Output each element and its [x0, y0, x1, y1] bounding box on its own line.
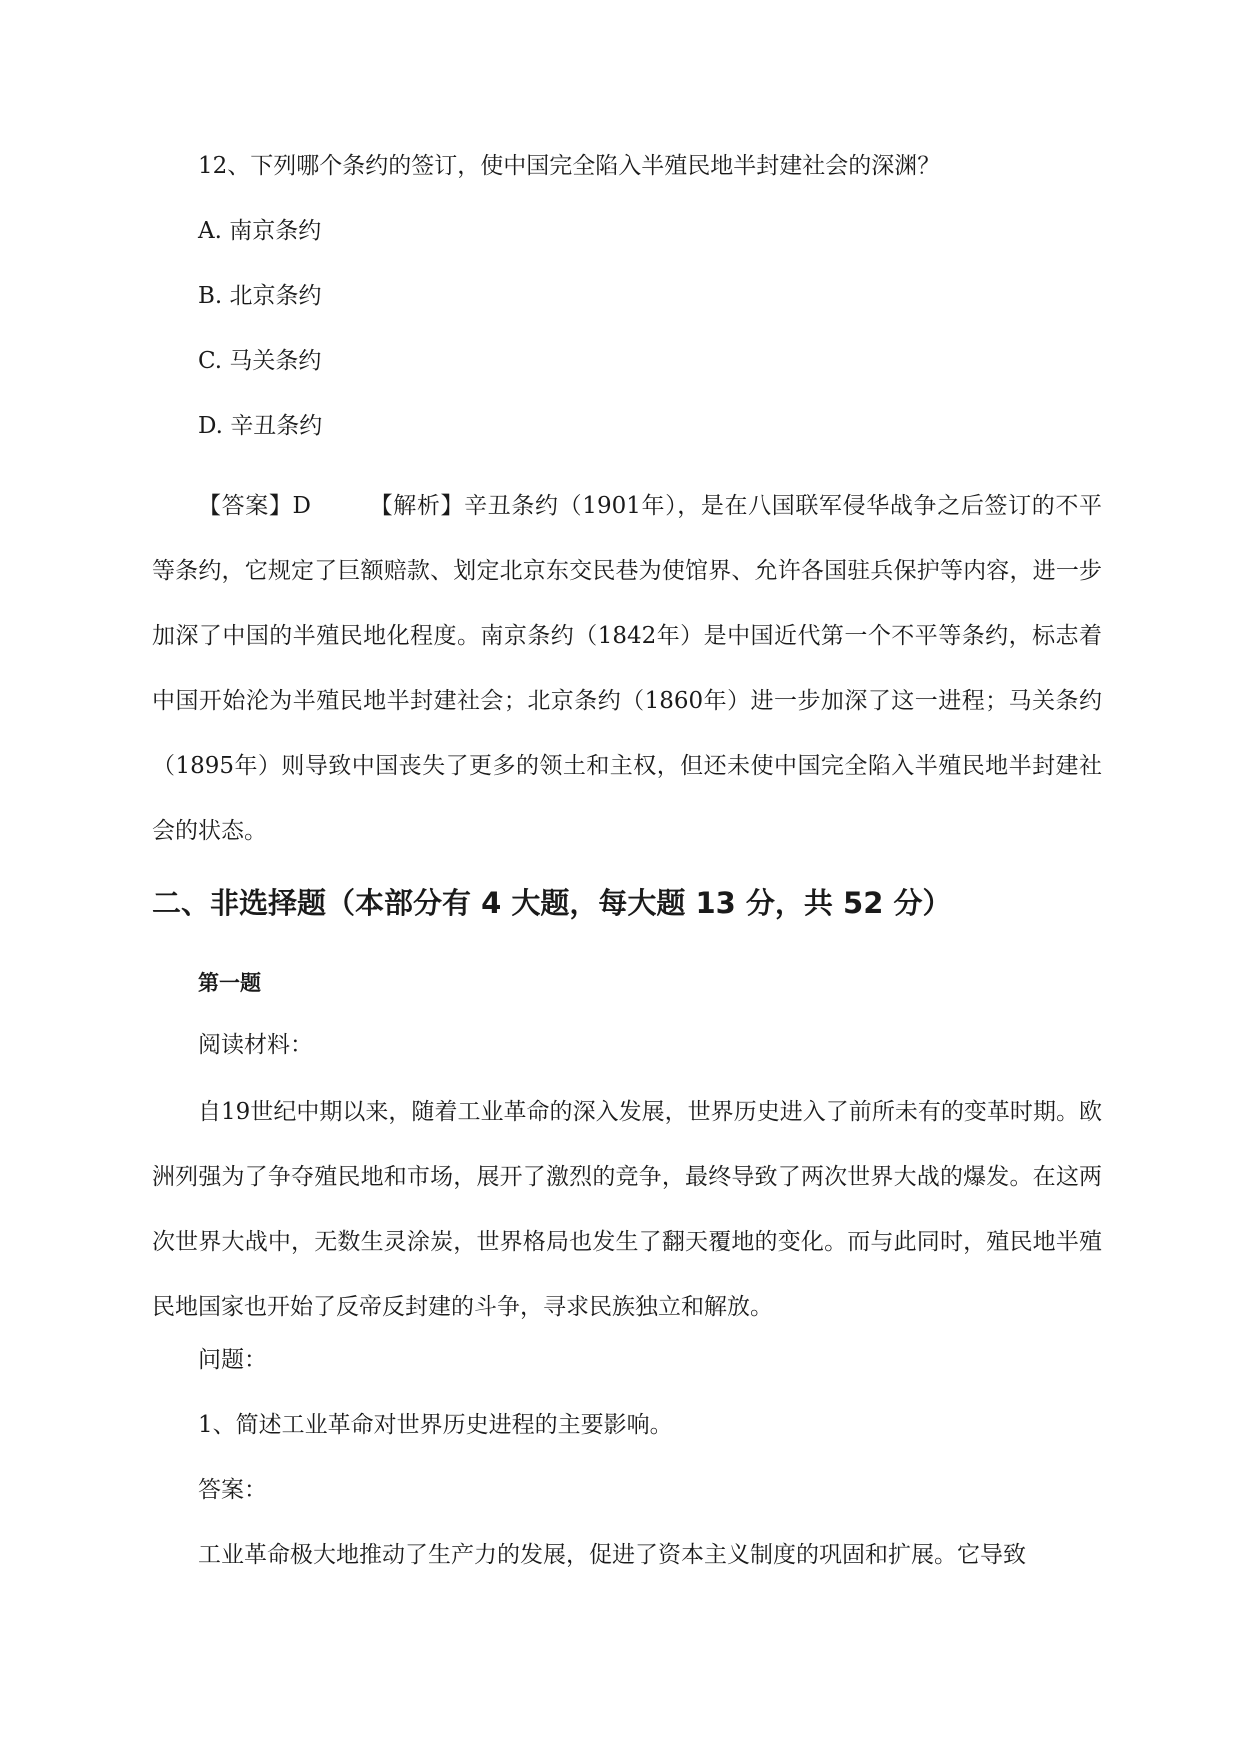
option-d: D. 辛丑条约	[198, 413, 323, 439]
option-a: A. 南京条约	[198, 218, 322, 244]
question-1-text: 1、简述工业革命对世界历史进程的主要影响。	[198, 1412, 673, 1438]
question-12-title: 12、下列哪个条约的签订，使中国完全陷入半殖民地半封建社会的深渊？	[198, 153, 941, 179]
answer-analysis-paragraph	[152, 474, 1102, 864]
option-b: B. 北京条约	[198, 283, 322, 309]
answer-label: 答案：	[198, 1477, 267, 1503]
section-heading: 二、非选择题（本部分有 4 大题，每大题 13 分，共 52 分）	[152, 886, 952, 920]
reading-material-paragraph: 自19世纪中期以来，随着工业革命的深入发展，世界历史进入了前所未有的变革时期。欧洲列强为了争夺殖民地和市场，展开了激烈的竞争，最终导致了两次世界大战的爆发。在这两次世界大战中，无数生灵涂炭，世界格局也发生了翻天覆地的变化。而与此同时，殖民地半殖民地国家也开始了反帝反封建的斗争，寻求民族独立和解放。	[152, 1099, 1102, 1320]
reading-material-label: 阅读材料：	[198, 1032, 313, 1058]
option-c: C. 马关条约	[198, 348, 322, 374]
answer-text: 工业革命极大地推动了生产力的发展，促进了资本主义制度的巩固和扩展。它导致	[198, 1542, 1026, 1568]
question-1-heading: 第一题	[198, 971, 261, 995]
analysis-text: 【解析】辛丑条约（1901年），是在八国联军侵华战争之后签订的不平等条约，它规定了巨额赔款、划定北京东交民巷为使馆界、允许各国驻兵保护等内容，进一步加深了中国的半殖民地化程度。南京条约（1842年）是中国近代第一个不平等条约，标志着中国开始沦为半殖民地半封建社会；北京条约（1860年）进一步加深了这一进程；马关条约（1895年）则导致中国丧失了更多的领土和主权，但还未使中国完全陷入半殖民地半封建社会的状态。	[152, 493, 1102, 844]
question-label: 问题：	[198, 1347, 267, 1373]
answer-label: 【答案】D	[198, 493, 311, 519]
